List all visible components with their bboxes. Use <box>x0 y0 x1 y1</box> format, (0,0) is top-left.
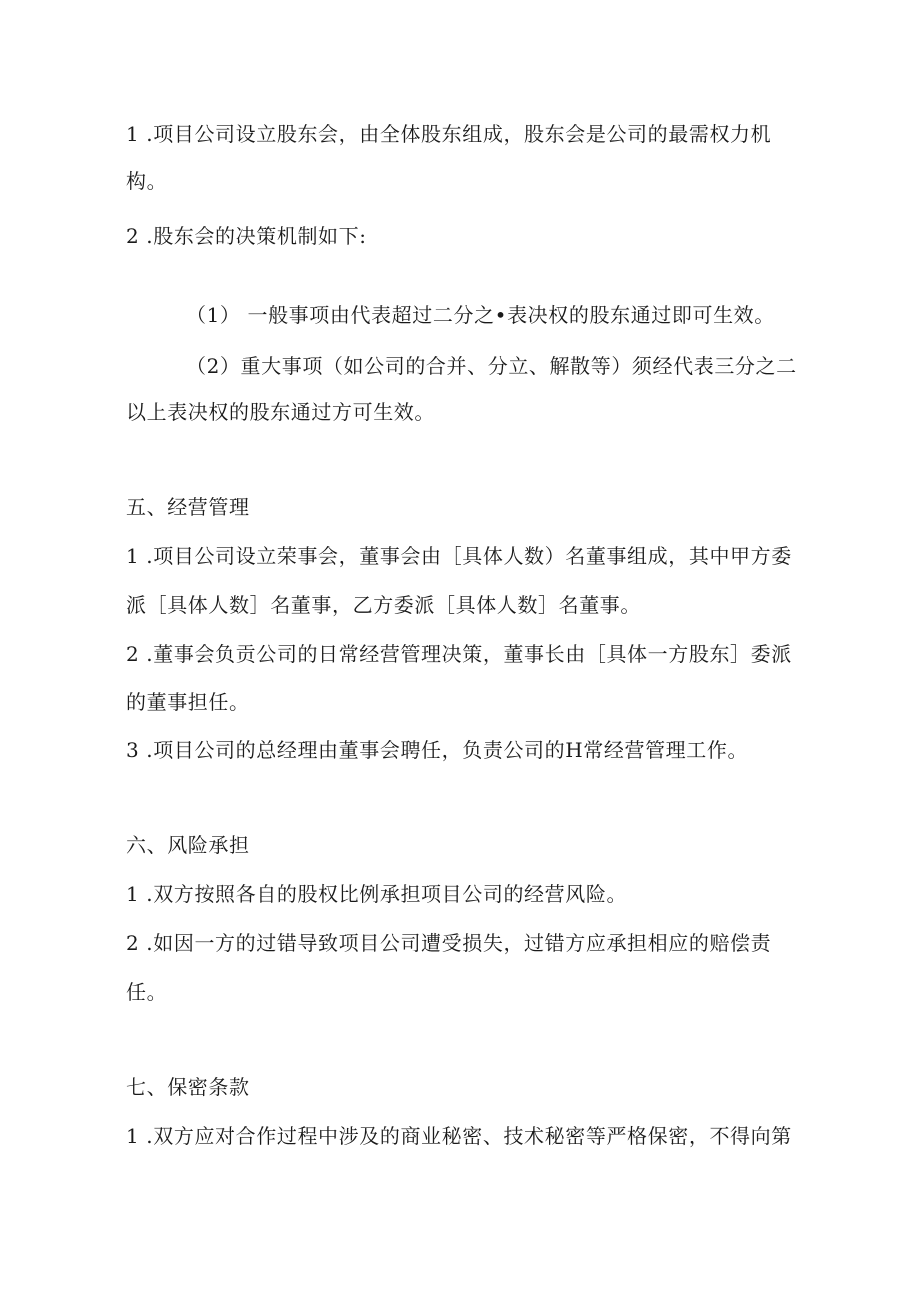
paragraph-line: 1 .双方按照各自的股权比例承担项目公司的经营风险。 <box>126 882 628 906</box>
section-heading: 七、保密条款 <box>126 1075 250 1099</box>
section-heading: 五、经营管理 <box>126 495 250 519</box>
paragraph-line: 派［具体人数］名董事，乙方委派［具体人数］名董事。 <box>126 593 641 617</box>
paragraph-line: 构。 <box>126 169 168 193</box>
paragraph-line: （1） 一般事项由代表超过二分之•表决权的股东通过即可生效。 <box>186 303 775 327</box>
paragraph-line: 1 .项目公司设立股东会，由全体股东组成，股东会是公司的最需权力机 <box>126 122 772 146</box>
paragraph-line: （2）重大事项（如公司的合并、分立、解散等）须经代表三分之二 <box>186 354 797 378</box>
paragraph-line: 2 .股东会的决策机制如下: <box>126 224 367 248</box>
paragraph-line: 1 .项目公司设立荣事会，董事会由［具体人数）名董事组成，其中甲方委 <box>126 544 792 568</box>
section-heading: 六、风险承担 <box>126 833 250 857</box>
paragraph-line: 2 .董事会负贡公司的日常经营管理决策，董事长由［具体一方股东］委派 <box>126 642 792 666</box>
paragraph-line: 以上表决权的股东通过方可生效。 <box>126 400 435 424</box>
paragraph-line: 3 .项目公司的总经理由董事会聘任，负责公司的H常经营管理工作。 <box>126 738 749 762</box>
paragraph-line: 任。 <box>126 980 168 1004</box>
paragraph-line: 的董事担任。 <box>126 690 250 714</box>
paragraph-line: 2 .如因一方的过错导致项目公司遭受损失，过错方应承担相应的赔偿责 <box>126 931 772 955</box>
paragraph-line: 1 .双方应对合作过程中涉及的商业秘密、技术秘密等严格保密，不得向第 <box>126 1124 792 1148</box>
